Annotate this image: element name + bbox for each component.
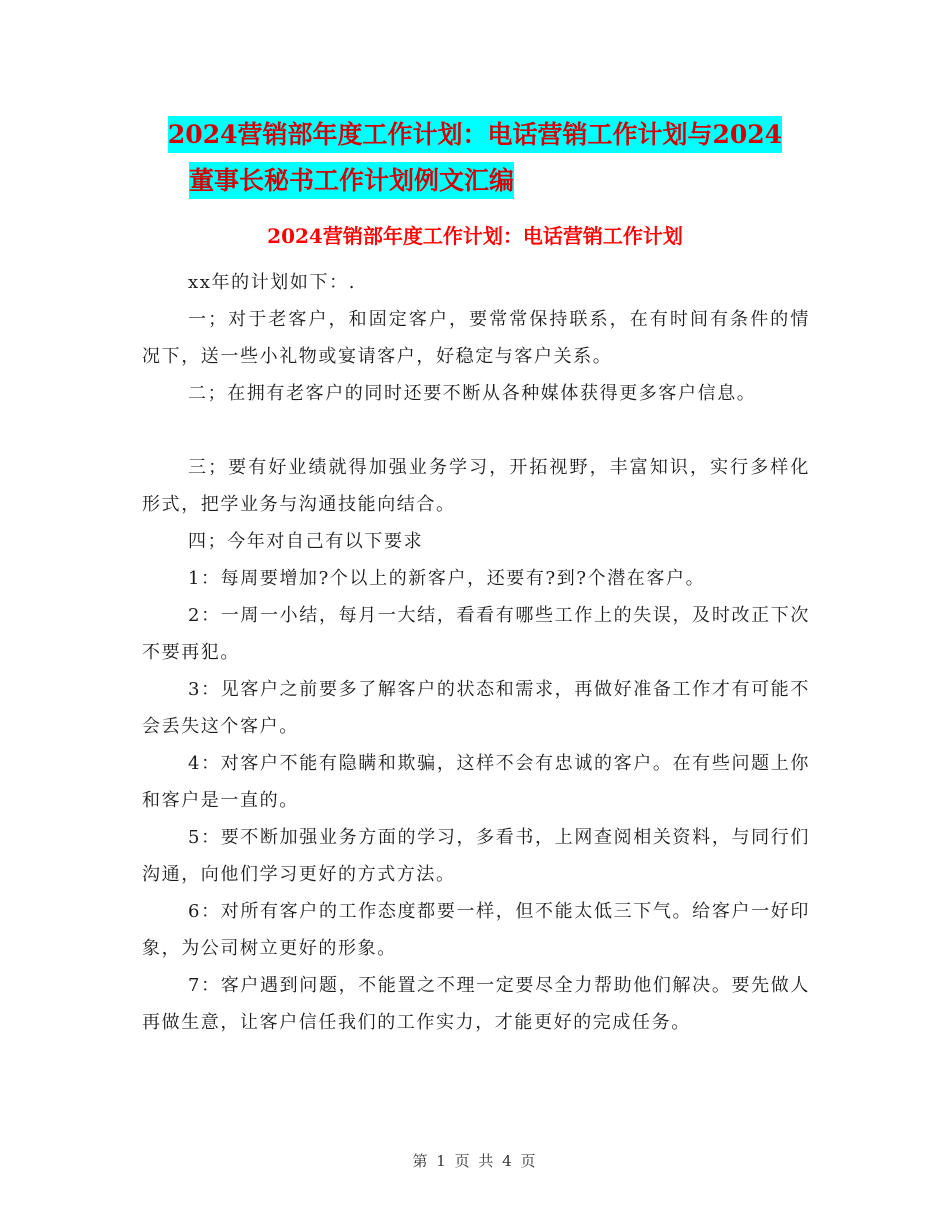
requirement-7: 7：客户遇到问题，不能置之不理一定要尽全力帮助他们解决。要先做人再做生意，让客户信任我们的工作实力，才能更好的完成任务。 — [142, 975, 810, 1033]
main-title-line-1-text: 2024营销部年度工作计划：电话营销工作计划与2024 — [168, 116, 782, 153]
requirement-4: 4：对客户不能有隐瞒和欺骗，这样不会有忠诚的客户。在有些问题上你和客户是一直的。 — [142, 753, 810, 811]
section-title: 2024营销部年度工作计划：电话营销工作计划 — [267, 224, 683, 248]
requirement-5: 5：要不断加强业务方面的学习，多看书，上网查阅相关资料，与同行们沟通，向他们学习更好的方式方法。 — [142, 827, 810, 885]
paragraph-item-1: 一；对于老客户，和固定客户，要常常保持联系，在有时间有条件的情况下，送一些小礼物或宴请客户，好稳定与客户关系。 — [142, 309, 810, 367]
requirement-1: 1：每周要增加?个以上的新客户，还要有?到?个潜在客户。 — [188, 568, 706, 589]
main-title-line-2 — [0, 158, 950, 204]
requirement-3: 3：见客户之前要多了解客户的状态和需求，再做好准备工作才有可能不会丢失这个客户。 — [142, 679, 810, 737]
paragraph-item-4: 四；今年对自己有以下要求 — [188, 531, 424, 552]
document-body — [142, 264, 810, 1041]
paragraph-item-3: 三；要有好业绩就得加强业务学习，开拓视野，丰富知识，实行多样化形式，把学业务与沟通技能向结合。 — [142, 457, 810, 515]
main-title-line-2-text: 董事长秘书工作计划例文汇编 — [189, 162, 514, 199]
paragraph-intro: xx年的计划如下：. — [188, 272, 357, 293]
main-title-line-1 — [0, 112, 950, 158]
paragraph-item-2: 二；在拥有老客户的同时还要不断从各种媒体获得更多客户信息。 — [188, 383, 757, 404]
page-footer: 第 1 页 共 4 页 — [412, 1152, 538, 1170]
requirement-6: 6：对所有客户的工作态度都要一样，但不能太低三下气。给客户一好印象，为公司树立更好的形象。 — [142, 901, 810, 959]
requirement-2: 2：一周一小结，每月一大结，看看有哪些工作上的失误，及时改正下次不要再犯。 — [142, 605, 810, 663]
document-main-title — [0, 112, 950, 204]
